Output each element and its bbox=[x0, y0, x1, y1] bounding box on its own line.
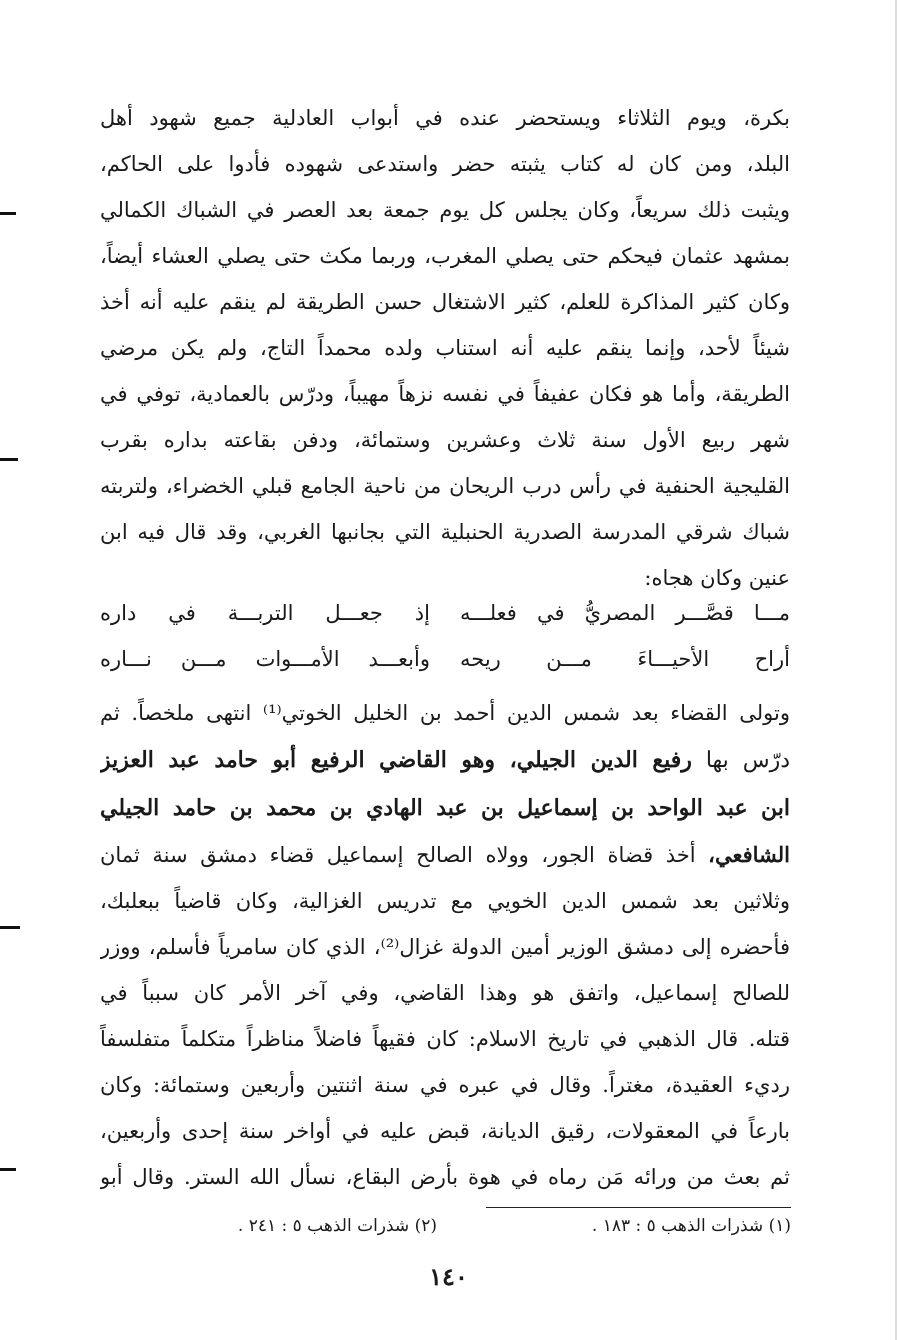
text-line: رديء العقيدة، مغتراً. وقال في عبره في سنة اثنتين وأربعين وستمائة: وكان bbox=[100, 1073, 790, 1097]
text-line: شهر ربيع الأول سنة ثلاث وعشرين وستمائة، ودفن بقاعته بداره بقرب bbox=[100, 428, 790, 452]
text-line: شيئاً لأحد، وإنما ينقم عليه أنه استناب ولده محمداً التاج، ولم يكن مرضي bbox=[100, 336, 790, 360]
text-line: بكرة، ويوم الثلاثاء ويستحضر عنده في أبواب العادلية جميع شهود أهل bbox=[100, 106, 790, 130]
text-line: عنين وكان هجاه: bbox=[644, 566, 790, 590]
text-line: شباك شرقي المدرسة الصدرية الحنبلية التي بجانبها الغربي، وقد قال فيه ابن bbox=[100, 520, 790, 544]
text-line: فأحضره إلى دمشق الوزير أمين الدولة غزال⁽²⁾، الذي كان سامرياً فأسلم، ووزر bbox=[100, 935, 790, 959]
verse-first-hemistich: مـــا قصَّـــر المصريُّ في فعلـــه bbox=[460, 601, 790, 625]
verse-first-hemistich: أراح الأحيـــاءَ مـــن ريحه bbox=[460, 647, 790, 671]
scan-margin-mark bbox=[0, 1168, 16, 1171]
text-line: ويثبت ذلك سريعاً، وكان يجلس كل يوم جمعة بعد العصر في الشباك الكمالي bbox=[100, 198, 790, 222]
text-line: القليجية الحنفية في رأس درب الريحان من ناحية الجامع قبلي الخضراء، ولتربته bbox=[100, 474, 790, 498]
verse-second-hemistich: وأبعـــد الأمـــوات مـــن نـــاره bbox=[100, 647, 430, 671]
text-fragment: أخذ قضاة الجور، وولاه الصالح إسماعيل قضاء دمشق سنة ثمان bbox=[100, 843, 709, 867]
footnote-2: (٢) شذرات الذهب ٥ : ٢٤١ . bbox=[237, 1216, 437, 1236]
scan-margin-mark bbox=[0, 458, 18, 461]
bold-name: رفيع الدين الجيلي، وهو القاضي الرفيع أبو حامد عبد العزيز bbox=[100, 747, 692, 773]
text-line bbox=[100, 832, 790, 878]
scan-margin-mark bbox=[0, 212, 16, 215]
text-line: وثلاثين بعد شمس الدين الخويي مع تدريس الغزالية، وكان قاضياً ببعلبك، bbox=[100, 889, 790, 913]
verse-second-hemistich: إذ جعـــل التربـــة في داره bbox=[100, 601, 430, 625]
text-fragment: درّس بها bbox=[691, 748, 790, 773]
text-line: الطريقة، وأما هو فكان عفيفاً في نفسه نزهاً مهيباً، ودرّس بالعمادية، توفي في bbox=[100, 382, 790, 406]
scan-margin-mark bbox=[0, 926, 20, 929]
poem-verse-1 bbox=[100, 590, 790, 636]
text-line: قتله. قال الذهبي في تاريخ الاسلام: كان فقيهاً فاضلاً مناظراً متكلماً متفلسفاً bbox=[100, 1027, 790, 1051]
text-line: للصالح إسماعيل، واتفق هو وهذا القاضي، وفي آخر الأمر كان سبباً في bbox=[100, 981, 790, 1005]
text-line-bold bbox=[100, 736, 790, 784]
text-line-bold: ابن عبد الواحد بن إسماعيل بن عبد الهادي بن محمد بن حامد الجيلي bbox=[100, 795, 790, 821]
text-line: البلد، ومن كان له كتاب يثبته حضر واستدعى شهوده فأدوا على الحاكم، bbox=[100, 152, 790, 176]
page-number: ١٤٠ bbox=[429, 1262, 468, 1291]
text-line: بمشهد عثمان فيحكم حتى يصلي المغرب، وربما مكث حتى يصلي العشاء أيضاً، bbox=[100, 244, 790, 268]
bold-name: الشافعي، bbox=[708, 842, 790, 867]
text-line: وتولى القضاء بعد شمس الدين أحمد بن الخليل الخوتي⁽¹⁾ انتهى ملخصاً. ثم bbox=[100, 701, 790, 725]
main-text-part1 bbox=[100, 95, 790, 601]
text-line: وكان كثير المذاكرة للعلم، كثير الاشتغال حسن الطريقة لم ينقم عليه أنه أخذ bbox=[100, 290, 790, 314]
poem-verse-2 bbox=[100, 636, 790, 682]
footnote-separator bbox=[486, 1207, 791, 1208]
main-text-part2 bbox=[100, 690, 790, 1200]
footnote-1: (١) شذرات الذهب ٥ : ١٨٣ . bbox=[591, 1216, 791, 1236]
text-line: ثم بعث من ورائه مَن رماه في هوة بأرض البقاع، نسأل الله الستر. وقال أبو bbox=[100, 1165, 790, 1189]
text-line: بارعاً في المعقولات، رقيق الديانة، قبض عليه في أواخر سنة إحدى وأربعين، bbox=[100, 1119, 790, 1143]
